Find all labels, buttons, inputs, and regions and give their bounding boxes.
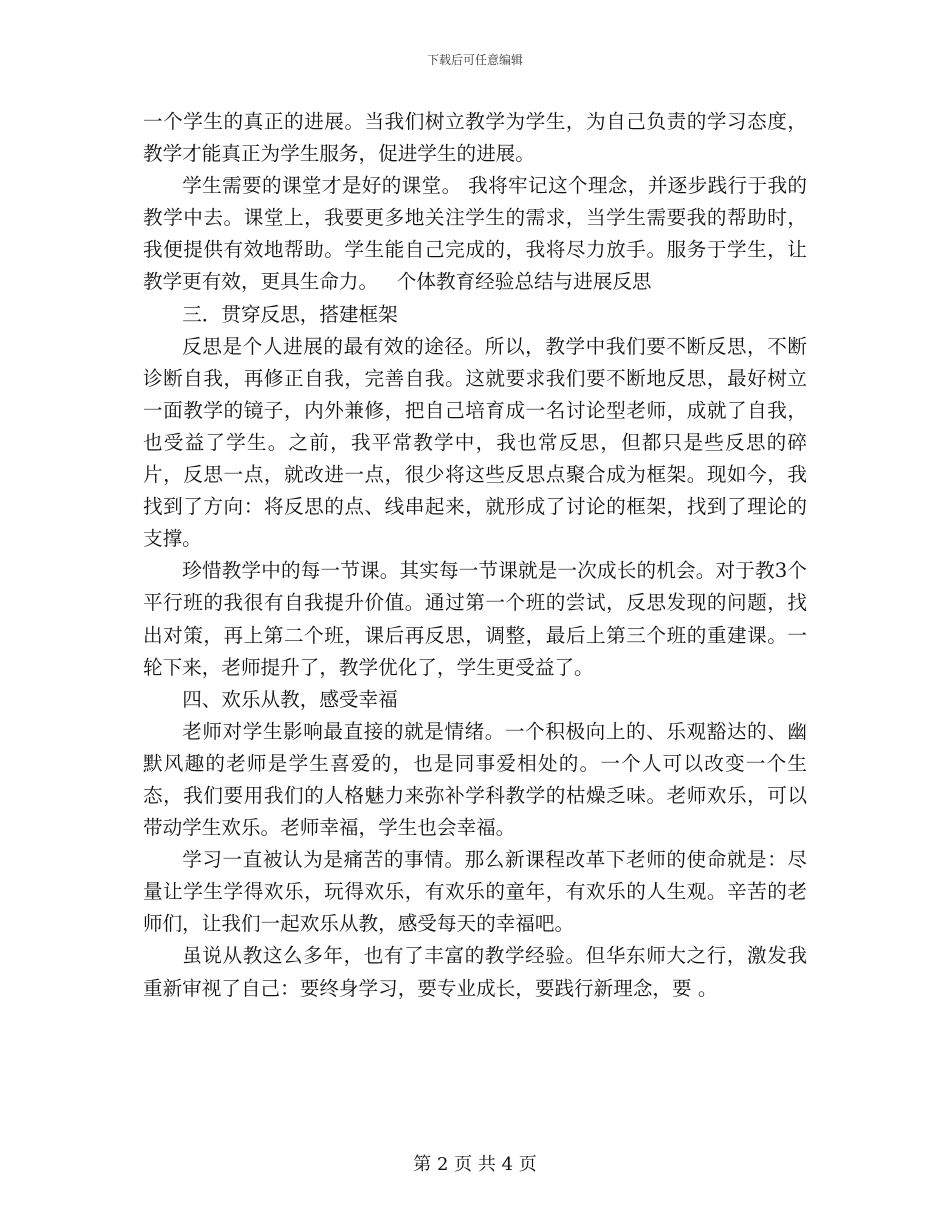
paragraph: 学习一直被认为是痛苦的事情。那么新课程改革下老师的使命就是：尽量让学生学得欢乐，玩得欢乐，有欢乐的童年，有欢乐的人生观。辛苦的老师们，让我们一起欢乐从教，感受每天的幸福吧。 [143,848,807,936]
paragraph: 虽说从教这么多年，也有了丰富的教学经验。但华东师大之行，激发我重新审视了自己：要终身学习，要专业成长，要践行新理念，要 。 [143,944,807,1000]
paragraph: 珍惜教学中的每一节课。其实每一节课就是一次成长的机会。对于教3个平行班的我很有自我提升价值。通过第一个班的尝试，反思发现的问题，找出对策，再上第二个班，课后再反思，调整，最后上第三个班的重建课。一轮下来，老师提升了，教学优化了，学生更受益了。 [143,559,807,679]
document-body [143,106,807,1005]
section-heading: 三．贯穿反思，搭建框架 [182,302,398,326]
page-header: 下载后可任意编辑 [426,53,523,67]
paragraph: 反思是个人进展的最有效的途径。所以，教学中我们要不断反思，不断诊断自我，再修正自我，完善自我。这就要求我们要不断地反思，最好树立一面教学的镜子，内外兼修，把自己培育成一名讨论型老师，成就了自我，也受益了学生。之前，我平常教学中，我也常反思，但都只是些反思的碎片，反思一点，就改进一点，很少将这些反思点聚合成为框架。现如今，我找到了方向：将反思的点、线串起来，就形成了讨论的框架，找到了理论的支撑。 [143,334,807,551]
section-heading: 四、欢乐从教，感受幸福 [182,687,398,711]
page-number-footer: 第 2 页 共 4 页 [413,1154,537,1175]
paragraph-continued: 一个学生的真正的进展。当我们树立教学为学生，为自己负责的学习态度，教学才能真正为学生服务，促进学生的进展。 [143,110,807,166]
paragraph: 学生需要的课堂才是好的课堂。 我将牢记这个理念，并逐步践行于我的教学中去。课堂上，我要更多地关注学生的需求，当学生需要我的帮助时，我便提供有效地帮助。学生能自己完成的，我将尽力放手。服务于学生，让教学更有效，更具生命力。 个体教育经验总结与进展反思 [143,174,807,294]
paragraph: 老师对学生影响最直接的就是情绪。一个积极向上的、乐观豁达的、幽默风趣的老师是学生喜爱的，也是同事爱相处的。一个人可以改变一个生态，我们要用我们的人格魅力来弥补学科教学的枯燥乏味。老师欢乐，可以带动学生欢乐。老师幸福，学生也会幸福。 [143,719,807,840]
